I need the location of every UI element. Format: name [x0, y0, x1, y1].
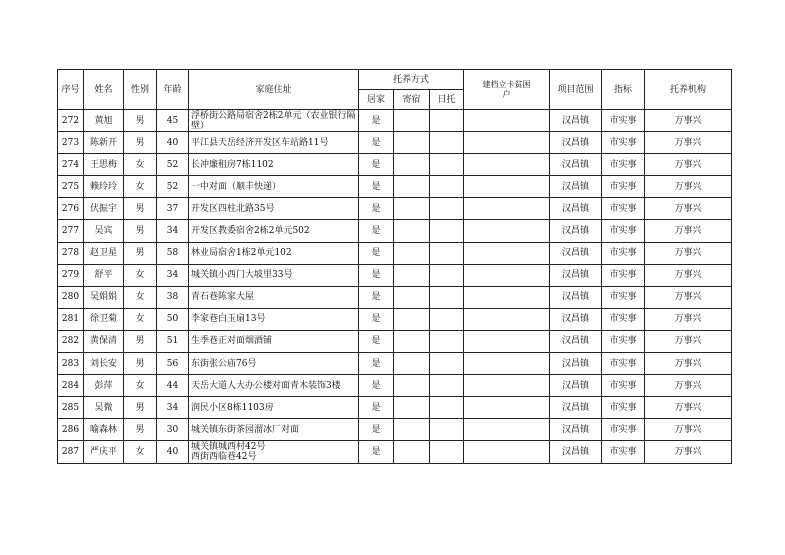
cell-daycare [430, 154, 464, 176]
cell-boarding [394, 176, 430, 198]
cell-age: 30 [157, 419, 189, 441]
cell-care-agency: 万事兴 [645, 353, 732, 375]
cell-daycare [430, 375, 464, 397]
cell-name: 吴微 [84, 397, 124, 419]
cell-seq: 274 [58, 154, 84, 176]
cell-boarding [394, 198, 430, 220]
cell-project-scope: 汉昌镇 [550, 286, 602, 308]
cell-home: 是 [359, 441, 394, 463]
cell-seq: 285 [58, 397, 84, 419]
cell-name: 彭萍 [84, 375, 124, 397]
cell-home: 是 [359, 375, 394, 397]
cell-boarding [394, 242, 430, 264]
cell-project-scope: 汉昌镇 [550, 198, 602, 220]
cell-address: 李家巷白玉扇13号 [189, 308, 359, 330]
cell-indicator: 市实事 [602, 110, 645, 132]
cell-indicator: 市实事 [602, 441, 645, 463]
cell-address: 青石巷陈家大屋 [189, 286, 359, 308]
cell-indicator: 市实事 [602, 242, 645, 264]
cell-daycare [430, 264, 464, 286]
cell-boarding [394, 110, 430, 132]
cell-project-scope: 汉昌镇 [550, 220, 602, 242]
cell-care-agency: 万事兴 [645, 242, 732, 264]
cell-home: 是 [359, 132, 394, 154]
cell-address: 开发区教委宿舍2栋2单元502 [189, 220, 359, 242]
cell-seq: 281 [58, 308, 84, 330]
cell-home: 是 [359, 220, 394, 242]
header-poor-household-text: 建档立卡贫困户 [482, 79, 531, 99]
cell-indicator: 市实事 [602, 176, 645, 198]
cell-home: 是 [359, 242, 394, 264]
header-project-scope: 项目范围 [550, 70, 602, 110]
cell-poor-household [464, 110, 550, 132]
cell-age: 44 [157, 375, 189, 397]
cell-gender: 男 [124, 353, 157, 375]
cell-boarding [394, 397, 430, 419]
cell-poor-household [464, 220, 550, 242]
cell-home: 是 [359, 198, 394, 220]
header-seq: 序号 [58, 70, 84, 110]
cell-care-agency: 万事兴 [645, 154, 732, 176]
cell-seq: 280 [58, 286, 84, 308]
cell-name: 吴宾 [84, 220, 124, 242]
cell-boarding [394, 308, 430, 330]
cell-indicator: 市实事 [602, 308, 645, 330]
cell-seq: 282 [58, 330, 84, 352]
cell-care-agency: 万事兴 [645, 198, 732, 220]
table-row [58, 132, 732, 154]
cell-gender: 男 [124, 220, 157, 242]
cell-seq: 286 [58, 419, 84, 441]
cell-boarding [394, 286, 430, 308]
header-row-1 [58, 70, 732, 90]
cell-gender: 女 [124, 176, 157, 198]
cell-indicator: 市实事 [602, 154, 645, 176]
cell-indicator: 市实事 [602, 286, 645, 308]
cell-address: 城关镇东街茶园溜冰厂对面 [189, 419, 359, 441]
cell-gender: 女 [124, 308, 157, 330]
cell-boarding [394, 264, 430, 286]
cell-home: 是 [359, 154, 394, 176]
cell-gender: 男 [124, 242, 157, 264]
cell-indicator: 市实事 [602, 264, 645, 286]
cell-home: 是 [359, 353, 394, 375]
cell-care-agency: 万事兴 [645, 441, 732, 463]
cell-seq: 279 [58, 264, 84, 286]
header-name: 姓名 [84, 70, 124, 110]
cell-indicator: 市实事 [602, 375, 645, 397]
cell-seq: 276 [58, 198, 84, 220]
header-gender: 性别 [124, 70, 157, 110]
cell-daycare [430, 353, 464, 375]
table-row [58, 419, 732, 441]
cell-age: 52 [157, 176, 189, 198]
header-home: 居家 [359, 90, 394, 110]
cell-indicator: 市实事 [602, 220, 645, 242]
cell-daycare [430, 441, 464, 463]
cell-indicator: 市实事 [602, 198, 645, 220]
cell-poor-household [464, 441, 550, 463]
cell-poor-household [464, 397, 550, 419]
table-row [58, 397, 732, 419]
cell-boarding [394, 330, 430, 352]
cell-name: 赵卫星 [84, 242, 124, 264]
cell-home: 是 [359, 264, 394, 286]
table-row [58, 441, 732, 463]
cell-care-agency: 万事兴 [645, 110, 732, 132]
cell-indicator: 市实事 [602, 419, 645, 441]
cell-name: 严庆平 [84, 441, 124, 463]
cell-poor-household [464, 154, 550, 176]
cell-boarding [394, 220, 430, 242]
cell-care-agency: 万事兴 [645, 419, 732, 441]
cell-care-agency: 万事兴 [645, 397, 732, 419]
care-roster-table [57, 69, 732, 464]
cell-daycare [430, 397, 464, 419]
cell-project-scope: 汉昌镇 [550, 330, 602, 352]
cell-age: 51 [157, 330, 189, 352]
cell-address: 东街张公庙76号 [189, 353, 359, 375]
cell-daycare [430, 242, 464, 264]
cell-project-scope: 汉昌镇 [550, 308, 602, 330]
cell-boarding [394, 419, 430, 441]
cell-home: 是 [359, 330, 394, 352]
cell-project-scope: 汉昌镇 [550, 264, 602, 286]
cell-daycare [430, 286, 464, 308]
table-row [58, 330, 732, 352]
cell-age: 56 [157, 353, 189, 375]
cell-home: 是 [359, 419, 394, 441]
cell-care-agency: 万事兴 [645, 308, 732, 330]
cell-care-agency: 万事兴 [645, 132, 732, 154]
cell-name: 黄保清 [84, 330, 124, 352]
cell-seq: 272 [58, 110, 84, 132]
cell-poor-household [464, 198, 550, 220]
header-care-agency: 托养机构 [645, 70, 732, 110]
cell-gender: 女 [124, 154, 157, 176]
header-boarding: 寄宿 [394, 90, 430, 110]
cell-project-scope: 汉昌镇 [550, 441, 602, 463]
table-row [58, 176, 732, 198]
cell-age: 40 [157, 441, 189, 463]
table-row [58, 375, 732, 397]
cell-gender: 女 [124, 264, 157, 286]
cell-gender: 男 [124, 132, 157, 154]
cell-gender: 女 [124, 441, 157, 463]
cell-address: 开发区四柱北路35号 [189, 198, 359, 220]
cell-name: 伏振宇 [84, 198, 124, 220]
cell-gender: 男 [124, 419, 157, 441]
cell-boarding [394, 132, 430, 154]
cell-gender: 男 [124, 397, 157, 419]
cell-boarding [394, 441, 430, 463]
cell-daycare [430, 132, 464, 154]
cell-project-scope: 汉昌镇 [550, 110, 602, 132]
cell-indicator: 市实事 [602, 397, 645, 419]
cell-address: 林业局宿舍1栋2单元102 [189, 242, 359, 264]
cell-project-scope: 汉昌镇 [550, 242, 602, 264]
cell-daycare [430, 419, 464, 441]
cell-name: 陈新开 [84, 132, 124, 154]
cell-name: 舒平 [84, 264, 124, 286]
header-address: 家庭住址 [189, 70, 359, 110]
cell-home: 是 [359, 308, 394, 330]
header-care-mode: 托养方式 [359, 70, 464, 90]
cell-daycare [430, 198, 464, 220]
cell-care-agency: 万事兴 [645, 375, 732, 397]
header-indicator: 指标 [602, 70, 645, 110]
cell-seq: 277 [58, 220, 84, 242]
cell-poor-household [464, 375, 550, 397]
cell-poor-household [464, 330, 550, 352]
cell-home: 是 [359, 110, 394, 132]
cell-daycare [430, 110, 464, 132]
cell-address: 生季巷正对面烟酒铺 [189, 330, 359, 352]
cell-home: 是 [359, 397, 394, 419]
cell-boarding [394, 353, 430, 375]
cell-address: 长冲廉租房7栋1102 [189, 154, 359, 176]
cell-address: 城关镇城西村42号 西街西临巷42号 [189, 441, 359, 463]
cell-gender: 男 [124, 330, 157, 352]
cell-poor-household [464, 308, 550, 330]
cell-name: 吴娟娟 [84, 286, 124, 308]
cell-name: 黄旭 [84, 110, 124, 132]
cell-poor-household [464, 132, 550, 154]
cell-daycare [430, 220, 464, 242]
cell-project-scope: 汉昌镇 [550, 375, 602, 397]
cell-seq: 284 [58, 375, 84, 397]
cell-seq: 278 [58, 242, 84, 264]
cell-address: 润民小区8栋1103房 [189, 397, 359, 419]
cell-project-scope: 汉昌镇 [550, 176, 602, 198]
table-body [58, 110, 732, 464]
cell-name: 赖玲玲 [84, 176, 124, 198]
cell-project-scope: 汉昌镇 [550, 154, 602, 176]
table-row [58, 353, 732, 375]
cell-indicator: 市实事 [602, 330, 645, 352]
cell-age: 45 [157, 110, 189, 132]
cell-project-scope: 汉昌镇 [550, 353, 602, 375]
cell-age: 52 [157, 154, 189, 176]
cell-age: 50 [157, 308, 189, 330]
cell-poor-household [464, 176, 550, 198]
cell-age: 58 [157, 242, 189, 264]
cell-gender: 女 [124, 286, 157, 308]
cell-seq: 275 [58, 176, 84, 198]
cell-daycare [430, 308, 464, 330]
cell-poor-household [464, 286, 550, 308]
table-row [58, 198, 732, 220]
cell-boarding [394, 154, 430, 176]
cell-home: 是 [359, 176, 394, 198]
cell-age: 37 [157, 198, 189, 220]
cell-age: 34 [157, 220, 189, 242]
cell-project-scope: 汉昌镇 [550, 419, 602, 441]
cell-gender: 女 [124, 375, 157, 397]
cell-seq: 273 [58, 132, 84, 154]
cell-seq: 283 [58, 353, 84, 375]
table-row [58, 286, 732, 308]
cell-name: 徐卫菊 [84, 308, 124, 330]
cell-address: 城关镇小西门大坡里33号 [189, 264, 359, 286]
cell-daycare [430, 176, 464, 198]
cell-gender: 男 [124, 198, 157, 220]
cell-project-scope: 汉昌镇 [550, 132, 602, 154]
cell-project-scope: 汉昌镇 [550, 397, 602, 419]
cell-seq: 287 [58, 441, 84, 463]
table-row [58, 220, 732, 242]
cell-gender: 男 [124, 110, 157, 132]
table-row [58, 264, 732, 286]
cell-name: 刘长安 [84, 353, 124, 375]
cell-home: 是 [359, 286, 394, 308]
cell-address: 天岳大道人大办公楼对面青木装饰3楼 [189, 375, 359, 397]
table-row [58, 242, 732, 264]
cell-age: 34 [157, 264, 189, 286]
header-daycare: 日托 [430, 90, 464, 110]
cell-address: 一中对面（顺丰快递） [189, 176, 359, 198]
cell-poor-household [464, 264, 550, 286]
table-row [58, 154, 732, 176]
cell-care-agency: 万事兴 [645, 264, 732, 286]
table-row [58, 308, 732, 330]
cell-age: 34 [157, 397, 189, 419]
cell-boarding [394, 375, 430, 397]
cell-name: 喻森林 [84, 419, 124, 441]
cell-address: 浮桥街公路局宿舍2栋2单元（农业银行隔壁） [189, 110, 359, 132]
cell-care-agency: 万事兴 [645, 286, 732, 308]
cell-poor-household [464, 242, 550, 264]
cell-indicator: 市实事 [602, 132, 645, 154]
cell-care-agency: 万事兴 [645, 330, 732, 352]
header-age: 年龄 [157, 70, 189, 110]
cell-poor-household [464, 353, 550, 375]
cell-care-agency: 万事兴 [645, 220, 732, 242]
table-row [58, 110, 732, 132]
cell-daycare [430, 330, 464, 352]
cell-indicator: 市实事 [602, 353, 645, 375]
cell-poor-household [464, 419, 550, 441]
cell-age: 40 [157, 132, 189, 154]
cell-care-agency: 万事兴 [645, 176, 732, 198]
header-poor-household [464, 70, 550, 110]
care-roster-sheet [57, 69, 732, 464]
cell-age: 38 [157, 286, 189, 308]
cell-address: 平江县天岳经济开发区车站路11号 [189, 132, 359, 154]
cell-name: 王思梅 [84, 154, 124, 176]
